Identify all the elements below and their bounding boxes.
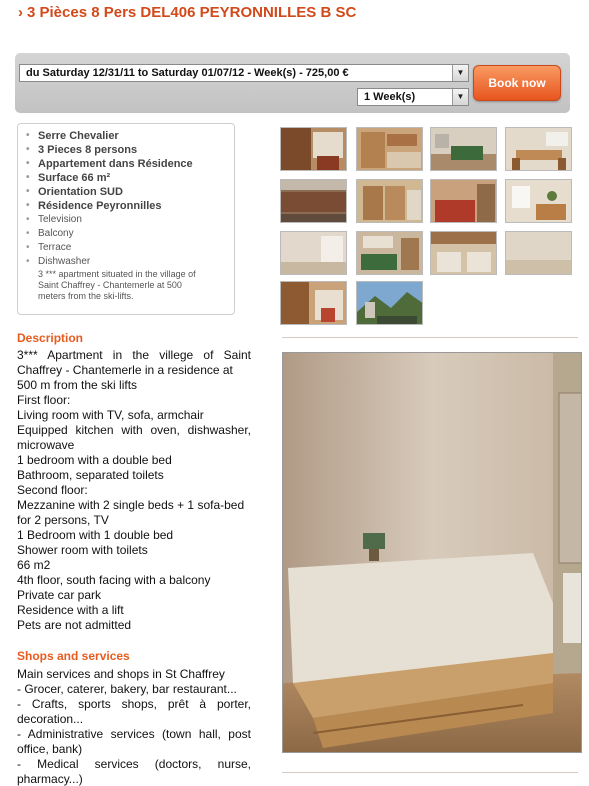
description-heading: Description xyxy=(17,331,84,345)
feature-item: • Résidence Peyronnilles xyxy=(26,200,162,212)
period-select-value: du Saturday 12/31/11 to Saturday 01/07/12 - Week(s) - 725,00 € xyxy=(26,67,349,79)
thumb-room-window[interactable] xyxy=(505,179,572,223)
bullet-icon: • xyxy=(26,144,30,155)
feature-item: • Appartement dans Résidence xyxy=(26,158,193,170)
feature-item: • Serre Chevalier xyxy=(26,130,119,142)
amenity-item: • Dishwasher xyxy=(26,256,91,267)
description-text: 3*** Apartment in the villege of Saint Chaffrey - Chantemerle in a residence at 500 m from the ski lifts First floor: Living room with TV, sofa, armchair Equipped kitchen with oven, dishwasher, microwave 1 bedroom with a double bed Bathroom, separated toilets Second floor: Mezzanine with 2 single beds + 1 sofa-bed for 2 persons, TV 1 Bedroom with 1 double bed Shower room with toilets 66 m2 4th floor, south facing with a balcony Private car park Residence with a lift Pets are not admitted xyxy=(17,348,251,632)
feature-item: • Surface 66 m² xyxy=(26,172,111,184)
bullet-icon: • xyxy=(26,256,30,267)
feature-item: • 3 Pieces 8 persons xyxy=(26,144,138,156)
thumb-kitchen-cabinets[interactable] xyxy=(356,179,423,223)
feature-item: • Orientation SUD xyxy=(26,186,123,198)
amenity-item: • Television xyxy=(26,214,82,225)
bullet-icon: • xyxy=(26,130,30,141)
weeks-select-value: 1 Week(s) xyxy=(364,91,416,103)
main-photo[interactable] xyxy=(282,352,582,753)
thumb-balcony-view[interactable] xyxy=(280,179,347,223)
period-select[interactable] xyxy=(19,64,469,82)
page-title: 3 Pièces 8 Pers DEL406 PEYRONNILLES B SC xyxy=(27,4,357,21)
thumb-sofa[interactable] xyxy=(430,127,497,171)
bullet-icon: • xyxy=(26,242,30,253)
thumb-dining[interactable] xyxy=(505,127,572,171)
bullet-icon: • xyxy=(26,228,30,239)
thumb-kitchen[interactable] xyxy=(356,127,423,171)
thumb-bedroom-wall[interactable] xyxy=(505,231,572,275)
bullet-icon: • xyxy=(26,200,30,211)
bullet-icon: • xyxy=(26,172,30,183)
title-arrow-icon: › xyxy=(18,4,23,21)
bullet-icon: • xyxy=(26,214,30,225)
features-box xyxy=(17,123,235,315)
thumb-hallway[interactable] xyxy=(280,231,347,275)
weeks-select[interactable] xyxy=(357,88,469,106)
thumb-living-sofa[interactable] xyxy=(356,231,423,275)
booking-panel xyxy=(15,53,570,113)
thumb-mezzanine-beds[interactable] xyxy=(430,231,497,275)
thumb-stairs-living[interactable] xyxy=(280,127,347,171)
bullet-icon: • xyxy=(26,158,30,169)
bullet-icon: • xyxy=(26,186,30,197)
book-now-button[interactable]: Book now xyxy=(473,65,561,101)
chevron-down-icon[interactable]: ▼ xyxy=(452,89,468,105)
separator xyxy=(282,772,578,773)
title-row xyxy=(18,4,356,21)
amenity-item: • Balcony xyxy=(26,228,74,239)
feature-summary: 3 *** apartment situated in the village of Saint Chaffrey - Chantemerle at 500 meters from the ski-lifts. xyxy=(38,269,196,301)
thumb-stairs[interactable] xyxy=(280,281,347,325)
thumb-bedroom-red[interactable] xyxy=(430,179,497,223)
separator xyxy=(282,337,578,338)
shops-heading: Shops and services xyxy=(17,649,130,663)
amenity-item: • Terrace xyxy=(26,242,72,253)
shops-text: Main services and shops in St Chaffrey - Grocer, caterer, bakery, bar restaurant... - Crafts, sports shops, prêt à porter, decoration... - Administrative services (town hall, post office, bank) - Medical services (doctors, nurse, pharmacy...) xyxy=(17,667,251,786)
thumb-mountain-view[interactable] xyxy=(356,281,423,325)
chevron-down-icon[interactable]: ▼ xyxy=(452,65,468,81)
